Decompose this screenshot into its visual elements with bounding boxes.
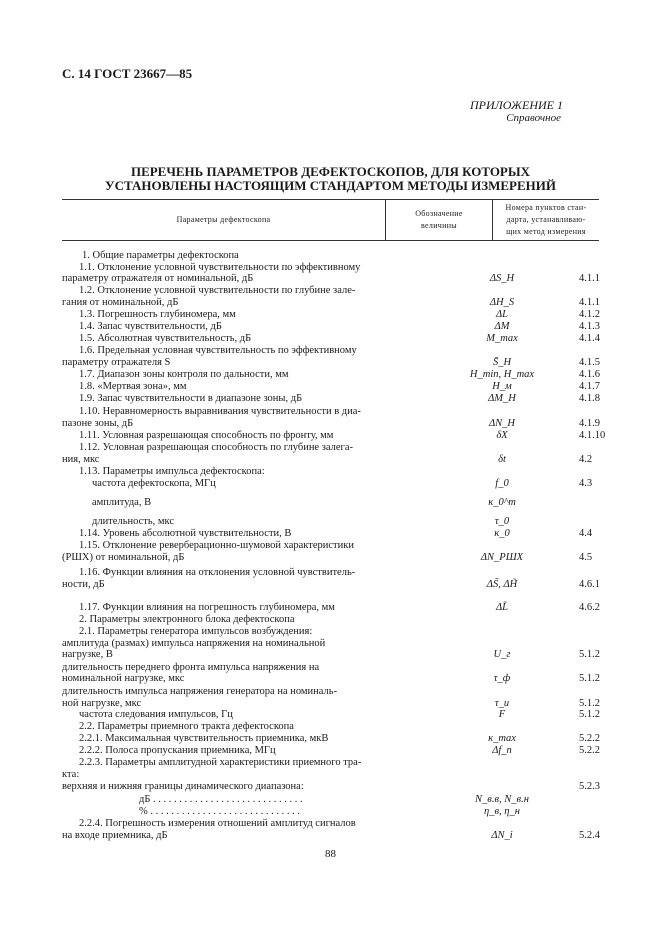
header-symbol-line-2: величины: [421, 221, 457, 230]
header-clause-line-1: Номера пунктов стан-: [505, 203, 587, 212]
header-symbol-line-1: Обозначение: [415, 209, 463, 218]
clause-number: 5.1.2: [579, 673, 600, 684]
parameter-text: 1.15. Отклонение реверберационно-шумовой характеристики: [79, 540, 354, 551]
table-row: [62, 578, 599, 591]
header-symbol: [386, 208, 492, 232]
parameter-text: 2.2.2. Полоса пропускания приемника, МГц: [79, 745, 276, 756]
clause-number: 5.2.2: [579, 745, 600, 756]
parameter-text: 1.6. Предельная условная чувствительность по эффективному: [79, 345, 357, 356]
clause-number: 4.5: [579, 552, 593, 563]
table-row: [62, 551, 599, 564]
parameter-text: 1.5. Абсолютная чувствительность, дБ: [79, 333, 252, 344]
parameter-text: частота дефектоскопа, МГц: [92, 478, 216, 489]
clause-number: 4.1.4: [579, 333, 600, 344]
parameter-text: 1.16. Функции влияния на отклонения условной чувствитель-: [79, 567, 356, 578]
parameter-text: дБ . . . . . . . . . . . . . . . . . . . . . . . . . . . . .: [139, 794, 303, 805]
clause-number: 5.2.2: [579, 733, 600, 744]
parameter-text: амплитуда, В: [92, 497, 152, 508]
table-row: [62, 496, 599, 509]
symbol-text: H_м: [492, 381, 512, 392]
parameter-text: ной нагрузке, мкс: [62, 698, 142, 709]
symbol-text: τ_и: [494, 698, 510, 709]
clause-number: 4.1.8: [579, 393, 600, 404]
table-row: [62, 477, 599, 490]
symbol-text: N_в.в, N_в.н: [475, 794, 529, 805]
symbol-text: ΔM_H: [488, 393, 516, 404]
clause-number: 4.1.6: [579, 369, 600, 380]
parameter-text: ния, мкс: [62, 454, 100, 465]
clause-number: 4.1.3: [579, 321, 600, 332]
symbol-text: τ_ф: [493, 673, 511, 684]
table-row: [62, 829, 599, 842]
clause-number: 5.1.2: [579, 709, 600, 720]
clause-number: 4.1.10: [579, 430, 606, 441]
parameter-text: 1.9. Запас чувствительности в диапазоне зоны, дБ: [79, 393, 303, 404]
parameter-text: кта:: [62, 769, 80, 780]
parameter-text: 2. Параметры электронного блока дефектоскопа: [79, 614, 295, 625]
clause-number: 5.2.4: [579, 830, 600, 841]
parameter-text: 1.14. Уровень абсолютной чувствительности, В: [79, 528, 292, 539]
table-row: [62, 672, 599, 685]
symbol-text: ΔS̃, ΔH̃: [486, 579, 518, 590]
clause-number: 4.4: [579, 528, 593, 539]
header-param: Параметры дефектоскопа: [176, 215, 271, 224]
symbol-text: ΔL: [495, 309, 508, 320]
parameter-text: 2.2.4. Погрешность измерения отношений амплитуд сигналов: [79, 818, 356, 829]
symbol-text: δt: [498, 454, 506, 465]
symbol-text: ΔM: [494, 321, 510, 332]
parameter-text: длительность переднего фронта импульса напряжения на: [62, 662, 320, 673]
clause-number: 4.1.1: [579, 273, 600, 284]
header-clause: [493, 202, 599, 238]
parameter-text: 2.2. Параметры приемного тракта дефектоскопа: [79, 721, 294, 732]
table-row: [62, 392, 599, 405]
appendix-label: ПРИЛОЖЕНИЕ 1: [470, 98, 563, 112]
parameter-text: 1.3. Погрешность глубиномера, мм: [79, 309, 236, 320]
symbol-text: ΔS_H: [489, 273, 515, 284]
parameter-text: номинальной нагрузке, мкс: [62, 673, 185, 684]
clause-number: 4.1.2: [579, 309, 600, 320]
symbol-text: Δf_п: [492, 745, 512, 756]
parameter-text: 1.12. Условная разрешающая способность по глубине залега-: [79, 442, 353, 453]
parameter-text: 2.2.1. Максимальная чувствительность приемника, мкВ: [79, 733, 329, 744]
header-clause-line-2: дарта, устанавливаю-: [506, 215, 586, 224]
table-top-rule: [62, 199, 599, 200]
clause-number: 4.6.2: [579, 602, 600, 613]
symbol-text: ΔL̃: [495, 602, 508, 613]
document-title-line-1: ПЕРЕЧЕНЬ ПАРАМЕТРОВ ДЕФЕКТОСКОПОВ, ДЛЯ КОТОРЫХ: [130, 164, 531, 179]
parameter-text: длительность импульса напряжения генератора на номиналь-: [62, 686, 338, 697]
symbol-text: η_в, η_н: [484, 806, 520, 817]
clause-number: 4.3: [579, 478, 593, 489]
parameter-text: ности, дБ: [62, 579, 105, 590]
parameter-text: гания от номинальной, дБ: [62, 297, 179, 308]
parameter-text: % . . . . . . . . . . . . . . . . . . . . . . . . . . . . .: [139, 806, 300, 817]
parameter-text: 1.17. Функции влияния на погрешность глубиномера, мм: [79, 602, 335, 613]
parameter-text: частота следования импульсов, Гц: [79, 709, 233, 720]
parameter-text: 2.1. Параметры генератора импульсов возбуждения:: [79, 626, 313, 637]
parameter-text: параметру отражателя от номинальной, дБ: [62, 273, 254, 284]
symbol-text: f_0: [495, 478, 509, 489]
symbol-text: κ_0^m: [488, 497, 516, 508]
parameter-text: 1.1. Отклонение условной чувствительности по эффективному: [79, 262, 361, 273]
table-header-rule: [62, 240, 599, 241]
parameter-text: 1.11. Условная разрешающая способность по фронту, мм: [79, 430, 334, 441]
symbol-text: δX: [496, 430, 508, 441]
parameter-text: пазоне зоны, дБ: [62, 418, 134, 429]
parameter-text: верхняя и нижняя границы динамического диапазона:: [62, 781, 304, 792]
clause-number: 4.6.1: [579, 579, 600, 590]
symbol-text: F: [498, 709, 506, 720]
symbol-text: ΔH_S: [489, 297, 515, 308]
table-row: [62, 648, 599, 661]
clause-number: 5.1.2: [579, 698, 600, 709]
symbol-text: U_г: [493, 649, 511, 660]
parameter-text: длительность, мкс: [92, 516, 175, 527]
header-clause-line-3: щих метод измерения: [506, 227, 586, 236]
symbol-text: ΔN_i: [491, 830, 513, 841]
clause-number: 4.1.5: [579, 357, 600, 368]
page-number: 88: [325, 848, 336, 860]
symbol-text: H_min, H_max: [469, 369, 535, 380]
symbol-text: τ_0: [494, 516, 510, 527]
parameter-text: 1. Общие параметры дефектоскопа: [82, 250, 239, 261]
symbol-text: κ_0: [494, 528, 510, 539]
clause-number: 4.1.9: [579, 418, 600, 429]
symbol-text: M_max: [486, 333, 518, 344]
parameter-text: параметру отражателя S: [62, 357, 171, 368]
parameter-text: 1.10. Неравномерность выравнивания чувствительности в диа-: [79, 406, 361, 417]
symbol-text: ΔN_РШХ: [480, 552, 524, 563]
symbol-text: ΔN_H: [489, 418, 515, 429]
parameter-text: 1.8. «Мертвая зона», мм: [79, 381, 187, 392]
appendix-type: Справочное: [506, 112, 561, 124]
symbol-text: κ_max: [488, 733, 516, 744]
parameter-text: амплитуда (размах) импульса напряжения на номинальной: [62, 638, 326, 649]
parameter-text: 1.13. Параметры импульса дефектоскопа:: [79, 466, 265, 477]
table-row: [62, 780, 599, 793]
clause-number: 4.1.7: [579, 381, 600, 392]
page-header: С. 14 ГОСТ 23667—85: [62, 66, 193, 81]
parameter-text: 1.2. Отклонение условной чувствительности по глубине зале-: [79, 285, 356, 296]
parameter-text: 1.4. Запас чувствительности, дБ: [79, 321, 222, 332]
parameter-text: нагрузке, В: [62, 649, 113, 660]
clause-number: 4.2: [579, 454, 593, 465]
clause-number: 4.1.1: [579, 297, 600, 308]
clause-number: 5.2.3: [579, 781, 600, 792]
clause-number: 5.1.2: [579, 649, 600, 660]
parameter-text: 1.7. Диапазон зоны контроля по дальности, мм: [79, 369, 289, 380]
document-title-line-2: УСТАНОВЛЕНЫ НАСТОЯЩИМ СТАНДАРТОМ МЕТОДЫ ИЗМЕРЕНИЙ: [105, 178, 556, 193]
parameter-text: (РШХ) от номинальной, дБ: [62, 552, 185, 563]
symbol-text: S̄_H: [492, 357, 512, 368]
parameter-text: на входе приемника, дБ: [62, 830, 168, 841]
parameter-text: 2.2.3. Параметры амплитудной характеристики приемного тра-: [79, 757, 362, 768]
